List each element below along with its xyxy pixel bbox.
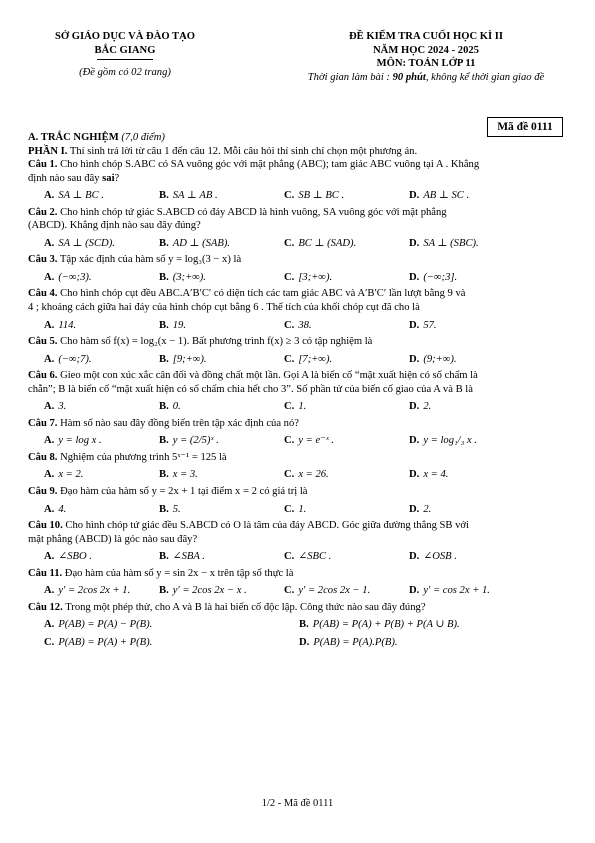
option-text: (−∞;3).: [58, 271, 92, 283]
answer-option: [409, 468, 534, 482]
answer-option: [159, 584, 284, 598]
option-text: P(AB) = P(A) + P(B).: [58, 636, 153, 648]
answer-option: [284, 353, 409, 367]
question-text: Cho hình chóp tứ giác S.ABCD có đáy ABCD là hình vuông, SA vuông góc với mặt phẳng: [57, 206, 447, 218]
option-letter: A.: [44, 353, 55, 365]
option-text: (−∞;3].: [423, 271, 458, 283]
question-1: [28, 158, 568, 203]
option-letter: C.: [284, 237, 295, 249]
option-text: x = 3.: [172, 469, 198, 481]
question-label: Câu 10.: [28, 520, 63, 532]
department-name: SỞ GIÁO DỤC VÀ ĐÀO TẠO: [55, 31, 195, 42]
option-letter: A.: [44, 190, 55, 202]
option-letter: D.: [409, 503, 420, 515]
question-10: [28, 519, 568, 564]
question-label: Câu 11.: [28, 567, 63, 579]
option-text: 5.: [172, 503, 181, 515]
answer-option: [28, 189, 159, 203]
option-text: BC ⊥ (SAD).: [298, 237, 357, 249]
answer-option: [284, 189, 409, 203]
question-stem: [28, 519, 568, 533]
answer-option: [28, 237, 159, 251]
option-text: 1.: [298, 503, 307, 515]
option-text: y′ = 2cos 2x + 1.: [58, 585, 131, 597]
question-stem: [28, 601, 568, 615]
option-letter: C.: [284, 319, 295, 331]
answer-option: [28, 550, 159, 564]
question-text-continued: (ABCD). Khẳng định nào sau đây đúng?: [28, 220, 201, 232]
answer-options: [28, 550, 568, 564]
option-letter: D.: [409, 353, 420, 365]
option-text: P(AB) = P(A).P(B).: [313, 636, 398, 648]
question-text: Đạo hàm của hàm số y = 2x + 1 tại điểm x = 2 có giá trị là: [57, 486, 308, 498]
option-letter: C.: [284, 503, 295, 515]
question-label: Câu 4.: [28, 288, 58, 300]
option-letter: B.: [159, 237, 169, 249]
question-11: [28, 567, 568, 598]
question-stem: [28, 451, 568, 465]
header-right: [268, 30, 584, 84]
answer-options: [28, 237, 568, 251]
option-letter: B.: [159, 353, 169, 365]
option-letter: C.: [284, 551, 295, 563]
question-label: Câu 2.: [28, 206, 58, 218]
option-letter: C.: [284, 271, 295, 283]
option-text: y′ = 2cos 2x − x .: [172, 585, 247, 597]
option-text: AB ⊥ SC .: [423, 190, 470, 202]
pages-note: (Đề gồm có 02 trang): [79, 67, 171, 79]
question-text: Hàm số nào sau đây đồng biến trên tập xác định của nó?: [57, 417, 299, 429]
option-letter: A.: [44, 551, 55, 563]
option-text: 4.: [58, 503, 67, 515]
question-text-continued: định nào sau đây sai?: [28, 172, 120, 184]
answer-options: [28, 584, 568, 598]
section-title: A. TRẮC NGHIỆM (7,0 điểm): [28, 132, 165, 143]
answer-option: [159, 189, 284, 203]
option-letter: D.: [409, 190, 420, 202]
answer-option: [28, 400, 159, 414]
page-footer: 1/2 - Mã đề 0111: [261, 798, 334, 809]
option-text: P(AB) = P(A) − P(B).: [58, 619, 153, 631]
option-text: SB ⊥ BC .: [298, 190, 345, 202]
answer-options: [28, 434, 568, 448]
option-text: ∠SBC .: [298, 551, 332, 563]
question-text: Cho hình chóp S.ABC có SA vuông góc với mặt phẳng (ABC); tam giác ABC vuông tại A . Khẳng: [57, 159, 480, 171]
answer-options: [28, 400, 568, 414]
answer-option: [284, 271, 409, 285]
option-letter: B.: [159, 271, 169, 283]
answer-option: [28, 636, 299, 650]
answer-option: [284, 584, 409, 598]
school-year: NĂM HỌC 2024 - 2025: [373, 44, 479, 56]
answer-options: [28, 636, 568, 650]
answer-option: [284, 503, 409, 517]
option-letter: B.: [159, 503, 169, 515]
question-6: [28, 369, 568, 414]
option-letter: B.: [159, 401, 169, 413]
option-text: 2.: [423, 401, 432, 413]
question-label: Câu 9.: [28, 486, 58, 498]
answer-option: [28, 468, 159, 482]
question-text: Trong một phép thử, cho A và B là hai biến cố độc lập. Công thức nào sau đây đúng?: [62, 601, 426, 613]
option-text: 57.: [423, 319, 437, 331]
option-text: 38.: [298, 319, 312, 331]
option-letter: B.: [159, 319, 169, 331]
option-text: 19.: [172, 319, 186, 331]
option-letter: C.: [44, 636, 55, 648]
option-letter: A.: [44, 271, 55, 283]
time-note: Thời gian làm bài : 90 phút, không kể thời gian giao đề: [307, 71, 545, 83]
answer-option: [28, 353, 159, 367]
question-text-continued: chẵn”; B là biến cố “mặt xuất hiện có số chấm chia hết cho 3”. Số phần tử của biến cố giao của A và B là: [28, 383, 473, 395]
answer-option: [159, 468, 284, 482]
question-text: Cho hàm số f(x) = log₂(x − 1). Bất phương trình f(x) ≥ 3 có tập nghiệm là: [57, 336, 373, 348]
question-text: Tập xác định của hàm số y = log₃(3 − x) là: [57, 254, 242, 266]
question-text: Đạo hàm của hàm số y = sin 2x − x trên tập số thực là: [62, 567, 294, 579]
option-letter: B.: [159, 585, 169, 597]
question-8: [28, 451, 568, 482]
option-letter: C.: [284, 585, 295, 597]
answer-option: [28, 503, 159, 517]
option-letter: C.: [284, 469, 295, 481]
option-text: 2.: [423, 503, 432, 515]
option-text: y = log₁/₃ x .: [423, 435, 477, 447]
option-text: [7;+∞).: [298, 353, 333, 365]
option-text: (−∞;7).: [58, 353, 92, 365]
answer-option: [284, 237, 409, 251]
question-label: Câu 7.: [28, 417, 58, 429]
question-label: Câu 1.: [28, 159, 58, 171]
question-5: [28, 335, 568, 366]
option-letter: D.: [409, 435, 420, 447]
answer-option: [28, 618, 299, 632]
option-letter: A.: [44, 585, 55, 597]
option-text: y = (2/5)ˣ .: [172, 435, 219, 447]
question-text-continued: 4 ; khoảng cách giữa hai đáy của hình chóp cụt bằng 6 . Thể tích của khối chóp cụt đã cho là: [28, 302, 420, 314]
question-stem: [28, 253, 568, 267]
answer-option: [409, 189, 534, 203]
answer-option: [159, 319, 284, 333]
answer-option: [159, 353, 284, 367]
exam-title: ĐỀ KIỂM TRA CUỐI HỌC KÌ II: [348, 31, 504, 42]
question-text: Gieo một con xúc xắc cân đối và đồng chất một lần. Gọi A là biến cố “mặt xuất hiện có số chấm là: [57, 370, 478, 382]
option-letter: C.: [284, 435, 295, 447]
option-text: y′ = 2cos 2x − 1.: [298, 585, 371, 597]
option-text: ∠SBA .: [172, 551, 205, 563]
question-stem: [28, 158, 568, 172]
subject: MÔN: TOÁN LỚP 11: [376, 58, 476, 70]
answer-option: [159, 550, 284, 564]
answer-option: [299, 636, 554, 650]
question-text-continued: mặt phẳng (ABCD) là góc nào sau đây?: [28, 533, 198, 545]
question-label: Câu 5.: [28, 336, 58, 348]
option-letter: D.: [409, 469, 420, 481]
option-text: y = log x .: [58, 435, 102, 447]
option-text: SA ⊥ (SBC).: [423, 237, 479, 249]
answer-option: [299, 618, 554, 632]
option-letter: C.: [284, 190, 295, 202]
answer-option: [409, 503, 534, 517]
option-text: SA ⊥ (SCD).: [58, 237, 115, 249]
answer-option: [284, 400, 409, 414]
question-stem: [28, 206, 568, 220]
option-letter: B.: [159, 435, 169, 447]
option-text: (3;+∞).: [172, 271, 206, 283]
answer-option: [159, 503, 284, 517]
question-3: [28, 253, 568, 284]
exam-body: [28, 131, 568, 653]
question-4: [28, 287, 568, 332]
option-letter: B.: [159, 469, 169, 481]
option-letter: D.: [299, 636, 310, 648]
answer-options: [28, 353, 568, 367]
option-text: ∠SBO .: [58, 551, 92, 563]
option-text: y = e⁻ˣ .: [298, 435, 335, 447]
option-letter: A.: [44, 469, 55, 481]
header-divider: [97, 59, 153, 60]
option-letter: B.: [299, 619, 309, 631]
question-stem: [28, 369, 568, 383]
question-stem: [28, 485, 568, 499]
answer-option: [284, 550, 409, 564]
option-letter: A.: [44, 319, 55, 331]
answer-options: [28, 189, 568, 203]
answer-option: [409, 550, 534, 564]
option-text: 1.: [298, 401, 307, 413]
answer-option: [284, 319, 409, 333]
answer-options: [28, 618, 568, 632]
answer-option: [28, 319, 159, 333]
question-stem: [28, 335, 568, 349]
option-letter: A.: [44, 237, 55, 249]
answer-option: [284, 468, 409, 482]
option-text: 3.: [58, 401, 67, 413]
option-text: AD ⊥ (SAB).: [172, 237, 231, 249]
question-stem: [28, 417, 568, 431]
answer-options: [28, 271, 568, 285]
option-text: SA ⊥ AB .: [172, 190, 218, 202]
option-text: SA ⊥ BC .: [58, 190, 104, 202]
option-text: x = 4.: [423, 469, 449, 481]
option-letter: A.: [44, 401, 55, 413]
option-letter: D.: [409, 237, 420, 249]
question-label: Câu 12.: [28, 601, 63, 613]
question-2: [28, 206, 568, 251]
answer-option: [159, 400, 284, 414]
answer-option: [28, 271, 159, 285]
answer-option: [28, 434, 159, 448]
option-text: ∠OSB .: [423, 551, 457, 563]
question-12: [28, 601, 568, 650]
answer-option: [159, 237, 284, 251]
option-letter: C.: [284, 401, 295, 413]
option-text: P(AB) = P(A) + P(B) + P(A ∪ B).: [312, 619, 460, 631]
option-text: y′ = cos 2x + 1.: [423, 585, 490, 597]
department-province: BẮC GIANG: [94, 44, 156, 56]
question-7: [28, 417, 568, 448]
option-letter: D.: [409, 401, 420, 413]
option-letter: B.: [159, 190, 169, 202]
answer-option: [409, 353, 534, 367]
question-label: Câu 8.: [28, 451, 58, 463]
question-stem: [28, 287, 568, 301]
option-letter: D.: [409, 585, 420, 597]
question-list: [28, 158, 568, 649]
header-left: [30, 30, 220, 80]
answer-option: [409, 237, 534, 251]
option-letter: A.: [44, 435, 55, 447]
option-letter: D.: [409, 551, 420, 563]
option-text: (9;+∞).: [423, 353, 457, 365]
question-text: Cho hình chóp cụt đều ABC.A′B′C′ có diện tích các tam giác ABC và A′B′C′ lần lượt bằng 9 và: [57, 288, 466, 300]
option-letter: A.: [44, 619, 55, 631]
answer-options: [28, 503, 568, 517]
option-text: 114.: [58, 319, 77, 331]
question-text: Nghiệm của phương trình 5ˣ⁻¹ = 125 là: [57, 451, 227, 463]
exam-code-box: Mã đề 0111: [487, 117, 563, 137]
answer-option: [159, 434, 284, 448]
part-instructions: PHẦN I. Thí sinh trả lời từ câu 1 đến câu 12. Mỗi câu hỏi thí sinh chỉ chọn một phương án.: [28, 145, 418, 157]
answer-options: [28, 468, 568, 482]
question-stem: [28, 567, 568, 581]
answer-option: [409, 434, 534, 448]
answer-option: [284, 434, 409, 448]
option-text: [9;+∞).: [172, 353, 207, 365]
answer-option: [28, 584, 159, 598]
option-letter: A.: [44, 503, 55, 515]
option-letter: D.: [409, 271, 420, 283]
answer-options: [28, 319, 568, 333]
option-letter: C.: [284, 353, 295, 365]
option-letter: D.: [409, 319, 420, 331]
question-label: Câu 6.: [28, 370, 58, 382]
answer-option: [159, 271, 284, 285]
option-text: x = 26.: [298, 469, 329, 481]
question-9: [28, 485, 568, 516]
option-text: [3;+∞).: [298, 271, 333, 283]
answer-option: [409, 584, 534, 598]
question-text: Cho hình chóp tứ giác đều S.ABCD có O là tâm của đáy ABCD. Góc giữa đường thẳng SB với: [62, 520, 469, 532]
answer-option: [409, 271, 534, 285]
question-label: Câu 3.: [28, 254, 58, 266]
answer-option: [409, 400, 534, 414]
option-letter: B.: [159, 551, 169, 563]
option-text: x = 2.: [58, 469, 84, 481]
option-text: 0.: [172, 401, 181, 413]
answer-option: [409, 319, 534, 333]
